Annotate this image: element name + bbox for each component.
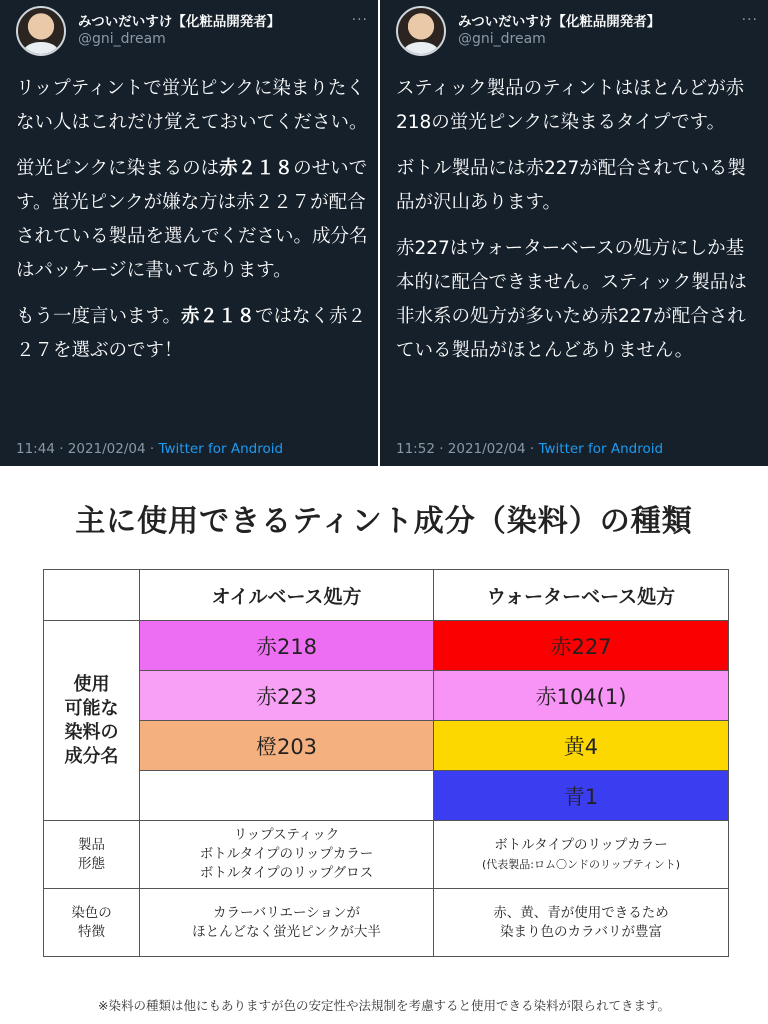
dye-name: 黄4 (563, 734, 599, 759)
dye-name: 橙203 (255, 734, 318, 759)
dye-name: 青1 (563, 784, 599, 809)
text-run: ボトル製品には赤227が配合されている製品が沢山あります。 (396, 158, 746, 213)
water-product-list (434, 836, 728, 855)
cell-line: カラーバリエーションが (212, 904, 360, 921)
bold-text: 赤２１８ (181, 306, 256, 327)
table-row (44, 621, 729, 671)
table-header-row (44, 570, 729, 621)
cell-line: 赤、黄、青が使用できるため (493, 904, 669, 921)
text-run: 蛍光ピンクに染まるのは (16, 158, 220, 179)
tweet-paragraph (16, 300, 370, 368)
cell-line: ほとんどなく蛍光ピンクが大半 (192, 923, 381, 940)
tweet-meta (16, 441, 283, 457)
text-run: ではなく赤２２７を選ぶのです！ (16, 306, 367, 361)
tweet-paragraph (396, 232, 760, 368)
cell-line: 染まり色のカラバリが豊富 (500, 923, 662, 940)
table-row (44, 671, 729, 721)
tweet-text (16, 72, 370, 380)
tweet-source-link[interactable]: Twitter for Android (538, 441, 664, 457)
water-dye-cell (434, 721, 729, 771)
author-name[interactable]: みついだいすけ【化粧品開発者】 (78, 14, 281, 30)
tweet-card-left[interactable] (0, 0, 378, 466)
oil-dye-cell (140, 671, 434, 721)
corner-cell (44, 570, 140, 621)
cell-line: 製品 (78, 836, 105, 853)
table-row (44, 889, 729, 957)
chart-title: 主に使用できるティント成分（染料）の種類 (75, 504, 693, 539)
cell-line: ボトルタイプのリップカラー (199, 846, 374, 862)
tweet-source-link[interactable]: Twitter for Android (158, 441, 284, 457)
more-options-icon[interactable]: ··· (741, 12, 758, 28)
tweet-timestamp[interactable]: 11:52 · 2021/02/04 · (396, 441, 539, 457)
tweet-text (396, 72, 760, 380)
dye-name: 赤223 (255, 684, 318, 709)
oil-dye-cell-empty (140, 771, 434, 821)
tweet-paragraph (396, 152, 760, 220)
cell-line: 染料の (64, 721, 119, 743)
more-options-icon[interactable]: ··· (351, 12, 368, 28)
cell-line: リップスティック (233, 827, 340, 843)
oil-base-header: オイルベース処方 (140, 570, 434, 621)
table-row (44, 721, 729, 771)
tweet-paragraph (16, 152, 370, 288)
oil-dye-cell (140, 721, 434, 771)
author-handle[interactable]: @gni_dream (458, 31, 546, 47)
cell-line: 可能な (64, 697, 119, 719)
tweet-timestamp[interactable]: 11:44 · 2021/02/04 · (16, 441, 159, 457)
cell-line: 染色の (71, 904, 112, 921)
cell-line: 使用 (73, 673, 110, 695)
text-run: 赤227はウォーターベースの処方にしか基本的に配合できません。スティック製品は非水系の処方が多いため赤227が配合されている製品がほとんどありません。 (396, 238, 747, 361)
author-name[interactable]: みついだいすけ【化粧品開発者】 (458, 14, 661, 30)
tweet-card-right[interactable] (378, 0, 768, 466)
text-run: リップティントで蛍光ピンクに染まりたくない人はこれだけ覚えておいてください。 (16, 78, 368, 133)
avatar[interactable] (396, 6, 446, 56)
text-run: スティック製品のティントはほとんどが赤218の蛍光ピンクに染まるタイプです。 (396, 78, 745, 133)
usable-dyes-label (44, 621, 140, 821)
water-dye-features (434, 889, 729, 957)
text-run: のせいです。蛍光ピンクが嫌な方は赤２２７が配合されている製品を選んでください。成分名はパッケージに書いてあります。 (16, 158, 368, 281)
water-product-note: (代表製品:ロム〇ンドのリップティント) (482, 857, 680, 871)
water-dye-cell (434, 621, 729, 671)
tweet-header (396, 6, 758, 62)
oil-dye-cell (140, 621, 434, 671)
tweet-paragraph (396, 72, 760, 140)
water-dye-cell (434, 671, 729, 721)
water-dye-cell (434, 771, 729, 821)
avatar[interactable] (16, 6, 66, 56)
water-product-forms (434, 821, 729, 889)
tweet-meta (396, 441, 663, 457)
cell-line: 特徴 (78, 923, 105, 940)
product-form-label (44, 821, 140, 889)
footnote: ※染料の種類は他にもありますが色の安定性や法規制を考慮すると使用できる染料が限られてきます。 (98, 998, 670, 1013)
text-run: もう一度言います。 (16, 306, 182, 327)
cell-line: 成分名 (64, 745, 119, 767)
cell-line: ボトルタイプのリップグロス (199, 865, 374, 881)
water-base-header: ウォーターベース処方 (434, 570, 729, 621)
author-handle[interactable]: @gni_dream (78, 31, 166, 47)
table-row (44, 821, 729, 889)
tweet-paragraph (16, 72, 370, 140)
table-row (44, 771, 729, 821)
oil-product-forms (140, 821, 434, 889)
cell-line: ボトルタイプのリップカラー (494, 836, 668, 853)
bold-text: 赤２１８ (219, 158, 294, 179)
oil-dye-features (140, 889, 434, 957)
dye-table (43, 569, 729, 957)
tweet-header (16, 6, 368, 62)
cell-line: 形態 (78, 855, 105, 872)
dye-name: 赤104(1) (535, 684, 627, 709)
dye-feature-label (44, 889, 140, 957)
dye-name: 赤227 (550, 634, 612, 659)
dye-name: 赤218 (255, 634, 318, 659)
